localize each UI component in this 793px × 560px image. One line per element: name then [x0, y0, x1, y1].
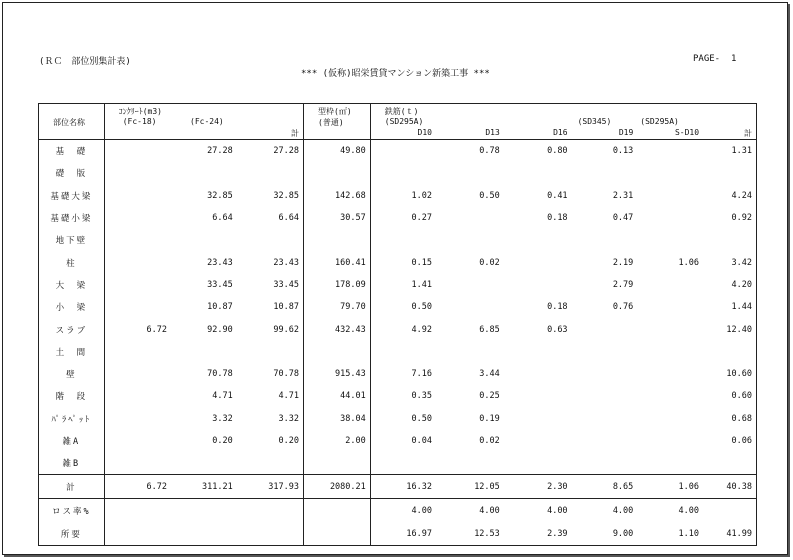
cell-d10: 1.41: [411, 279, 432, 290]
cell-part-name: 土 間: [39, 341, 105, 363]
cell-rebar-total: [703, 452, 756, 475]
cell-sd10: [637, 363, 703, 385]
cell-d19: [572, 229, 638, 251]
cell-formwork: [304, 452, 371, 475]
cell-part-name: 壁: [39, 363, 105, 385]
cell-d16: [504, 251, 572, 273]
cell-sd10: [637, 140, 703, 163]
rebar-label: 鉄筋(ｔ): [384, 107, 419, 116]
cell-part-name: 基礎大梁: [39, 185, 105, 207]
cell-concrete-total: 0.20: [237, 430, 304, 452]
cell-d16: [504, 408, 572, 430]
cell-concrete-total: 27.28: [237, 140, 304, 163]
cell-d13: 6.85: [479, 324, 500, 335]
cell-fc24: [171, 452, 237, 475]
page-label: PAGE-: [693, 54, 721, 64]
cell-d10: [370, 140, 436, 163]
cell-formwork: [304, 341, 371, 363]
cell-d10: [370, 162, 436, 184]
cell-d10: 0.50: [411, 302, 432, 313]
required-row: [39, 522, 757, 546]
cell-sd10: [637, 185, 703, 207]
cell-d10: 0.15: [411, 257, 432, 268]
cell-concrete-total: [237, 162, 304, 184]
table-header-row: [39, 104, 757, 140]
table-row: [39, 385, 757, 407]
cell-d13: 0.19: [479, 413, 500, 424]
cell-sd10: [637, 274, 703, 296]
cell-fc24: [171, 522, 237, 546]
cell-formwork: 432.43: [304, 318, 371, 340]
cell-d19: [572, 341, 638, 363]
cell-concrete-total: 70.78: [237, 363, 304, 385]
cell-d19: 0.13: [612, 146, 634, 157]
formwork-type-label: (普通): [318, 118, 344, 127]
cell-formwork: 2080.21: [304, 475, 371, 499]
d19-label: D19: [618, 128, 634, 137]
sd345-label: (SD345): [577, 117, 612, 126]
cell-d16: 0.18: [547, 302, 568, 313]
cell-sd10: 1.06: [678, 257, 700, 268]
cell-sd10: [637, 296, 703, 318]
concrete-total-label: 計: [291, 129, 299, 138]
cell-d13: 4.00: [479, 505, 500, 516]
table-row: [39, 296, 757, 318]
cell-d19: 2.19: [612, 257, 634, 268]
cell-d10: [370, 452, 436, 475]
d13-label: D13: [485, 128, 500, 137]
cell-d13: 0.78: [479, 146, 500, 157]
cell-d19: 8.65: [612, 481, 634, 492]
cell-sd10: [637, 162, 703, 184]
cell-rebar-total: 4.20: [703, 274, 756, 296]
cell-d10: 1.02: [411, 190, 432, 201]
cell-part-name: 雑A: [39, 430, 105, 452]
cell-formwork: 915.43: [304, 363, 371, 385]
cell-fc18: [104, 385, 171, 407]
cell-sd10: 1.06: [678, 481, 700, 492]
cell-d16: 4.00: [547, 505, 568, 516]
cell-d13: 0.50: [479, 190, 500, 201]
cell-d10: 16.32: [406, 481, 432, 492]
cell-fc24: 10.87: [207, 302, 233, 313]
cell-fc18: [104, 363, 171, 385]
header-sd10: [637, 104, 703, 140]
cell-fc24: 92.90: [207, 324, 233, 335]
cell-fc18: [104, 296, 171, 318]
cell-part-name: 小 梁: [39, 296, 105, 318]
cell-formwork: [304, 229, 371, 251]
cell-d19: 0.47: [612, 213, 634, 224]
cell-concrete-total: 23.43: [237, 251, 304, 273]
cell-d19: 4.00: [612, 505, 634, 516]
cell-d16: 2.39: [547, 528, 568, 539]
cell-d13: 0.25: [479, 391, 500, 402]
cell-sd10: [637, 229, 703, 251]
cell-d10: [370, 341, 436, 363]
cell-fc24: 70.78: [207, 369, 233, 380]
cell-part-name: 階 段: [39, 385, 105, 407]
cell-d13: [436, 452, 504, 475]
cell-rebar-total: [703, 499, 756, 523]
cell-part-name: 計: [39, 475, 105, 499]
table-row: [39, 251, 757, 273]
cell-rebar-total: 1.44: [703, 296, 756, 318]
cell-concrete-total: 99.62: [237, 318, 304, 340]
sd10-label: S-D10: [674, 128, 700, 137]
cell-formwork: 44.01: [304, 385, 371, 407]
cell-d13: 12.05: [474, 481, 500, 492]
cell-concrete-total: [237, 499, 304, 523]
cell-rebar-total: 12.40: [703, 318, 756, 340]
cell-sd10: [637, 341, 703, 363]
cell-fc24: 32.85: [207, 190, 233, 201]
cell-formwork: 160.41: [304, 251, 371, 273]
header-concrete: [104, 104, 171, 140]
cell-fc24: 6.64: [212, 213, 233, 224]
cell-rebar-total: [703, 162, 756, 184]
cell-part-name: 礎 版: [39, 162, 105, 184]
cell-formwork: 142.68: [304, 185, 371, 207]
cell-concrete-total: [237, 341, 304, 363]
cell-d10: 7.16: [411, 369, 432, 380]
cell-sd10: 1.10: [678, 528, 700, 539]
cell-fc24: 33.45: [207, 279, 233, 290]
header-rebar-total: [703, 104, 756, 140]
cell-fc18: [104, 522, 171, 546]
cell-d10: [370, 229, 436, 251]
cell-rebar-total: 4.24: [703, 185, 756, 207]
cell-d19: 9.00: [612, 528, 634, 539]
cell-sd10: [637, 207, 703, 229]
cell-fc24: [171, 341, 237, 363]
cell-fc18: [104, 430, 171, 452]
fc18-label: (Fc-18): [122, 117, 157, 126]
summary-table: [38, 103, 757, 546]
cell-d19: [572, 430, 638, 452]
cell-fc18: [104, 274, 171, 296]
formwork-label: 型枠(㎡): [318, 107, 352, 116]
cell-fc24: 23.43: [207, 257, 233, 268]
cell-d13: 0.02: [479, 436, 500, 446]
header-fc24: [171, 104, 237, 140]
cell-rebar-total: 0.68: [703, 408, 756, 430]
cell-d19: [572, 318, 638, 340]
cell-d13: [436, 274, 504, 296]
cell-formwork: [304, 522, 371, 546]
header-concrete-total: [237, 104, 304, 140]
cell-d13: [436, 162, 504, 184]
cell-d10: 4.92: [411, 324, 432, 335]
cell-d10: 4.00: [411, 505, 432, 516]
cell-d13: 12.53: [474, 528, 500, 539]
cell-concrete-total: 32.85: [237, 185, 304, 207]
cell-rebar-total: 41.99: [703, 522, 756, 546]
table-row: [39, 207, 757, 229]
header-d16: [504, 104, 572, 140]
cell-part-name: スラブ: [39, 318, 105, 340]
cell-fc18: [104, 251, 171, 273]
cell-fc24: [171, 229, 237, 251]
cell-fc18: [104, 341, 171, 363]
table-row: [39, 185, 757, 207]
cell-d16: 0.18: [547, 213, 568, 224]
cell-part-name: 大 梁: [39, 274, 105, 296]
cell-fc24: 27.28: [207, 146, 233, 157]
cell-d10: 0.27: [411, 213, 432, 224]
cell-rebar-total: 40.38: [703, 475, 756, 499]
cell-fc18: 6.72: [146, 324, 167, 335]
cell-fc18: [104, 229, 171, 251]
cell-d16: [504, 341, 572, 363]
cell-part-name: 基 礎: [39, 140, 105, 163]
cell-fc24: [171, 499, 237, 523]
concrete-label: ｺﾝｸﾘｰﾄ(m3): [118, 107, 162, 116]
table-row: [39, 430, 757, 452]
cell-d13: [436, 207, 504, 229]
header-d19: [572, 104, 638, 140]
cell-part-name: 柱: [39, 251, 105, 273]
cell-d13: 3.44: [479, 369, 500, 380]
cell-d10: 0.35: [411, 391, 432, 402]
cell-concrete-total: 6.64: [237, 207, 304, 229]
cell-rebar-total: 10.60: [703, 363, 756, 385]
cell-d16: 2.30: [547, 481, 568, 492]
cell-d10: 0.04: [411, 436, 432, 446]
header-d10: [370, 104, 436, 140]
cell-d13: 0.02: [479, 257, 500, 268]
cell-formwork: 178.09: [304, 274, 371, 296]
cell-rebar-total: 0.60: [703, 385, 756, 407]
report-subtitle: (ＲＣ 部位別集計表): [39, 57, 131, 67]
cell-part-name: 雑B: [39, 452, 105, 475]
cell-concrete-total: 4.71: [237, 385, 304, 407]
cell-d16: [504, 162, 572, 184]
cell-formwork: [304, 162, 371, 184]
sd295a-label: (SD295A): [384, 117, 424, 126]
rebar-total-label: 計: [744, 129, 752, 138]
cell-part-name: 地下壁: [39, 229, 105, 251]
cell-sd10: [637, 430, 703, 452]
cell-d19: [572, 408, 638, 430]
cell-sd10: [637, 408, 703, 430]
report-title: *** (仮称)昭栄賃貸マンション新築工事 ***: [301, 69, 490, 79]
cell-formwork: 30.57: [304, 207, 371, 229]
cell-rebar-total: [703, 341, 756, 363]
cell-sd10: 4.00: [678, 505, 700, 516]
cell-formwork: [304, 499, 371, 523]
cell-rebar-total: 0.06: [703, 430, 756, 452]
cell-fc18: [104, 499, 171, 523]
cell-fc24: 0.20: [212, 436, 233, 446]
header-d13: [436, 104, 504, 140]
cell-d19: [572, 452, 638, 475]
cell-part-name: ﾊﾟﾗﾍﾟｯﾄ: [39, 408, 105, 430]
cell-fc18: [104, 452, 171, 475]
cell-fc18: [104, 185, 171, 207]
cell-fc18: [104, 408, 171, 430]
part-name-label: 部位名称: [53, 118, 85, 127]
cell-d19: 2.31: [612, 190, 634, 201]
cell-d16: [504, 385, 572, 407]
loss-rate-row: [39, 499, 757, 523]
cell-fc24: 4.71: [212, 391, 233, 402]
cell-concrete-total: 10.87: [237, 296, 304, 318]
cell-fc18: [104, 207, 171, 229]
total-row: [39, 475, 757, 499]
cell-rebar-total: [703, 229, 756, 251]
table-row: [39, 363, 757, 385]
cell-formwork: 79.70: [304, 296, 371, 318]
cell-d13: [436, 296, 504, 318]
header-formwork: [304, 104, 371, 140]
cell-d19: [572, 385, 638, 407]
table-row: [39, 452, 757, 475]
cell-d16: 0.41: [547, 190, 568, 201]
table-row: [39, 140, 757, 163]
cell-rebar-total: 0.92: [703, 207, 756, 229]
cell-d16: 0.63: [547, 324, 568, 335]
cell-d16: [504, 452, 572, 475]
cell-part-name: ロス率%: [39, 499, 105, 523]
cell-d13: [436, 229, 504, 251]
cell-fc24: 311.21: [202, 481, 233, 492]
d10-label: D10: [417, 128, 432, 137]
cell-sd10: [637, 318, 703, 340]
cell-concrete-total: 3.32: [237, 408, 304, 430]
cell-d16: [504, 430, 572, 452]
cell-concrete-total: [237, 522, 304, 546]
cell-d16: [504, 274, 572, 296]
cell-fc24: [171, 162, 237, 184]
cell-concrete-total: [237, 229, 304, 251]
cell-concrete-total: [237, 452, 304, 475]
table-row: [39, 274, 757, 296]
sd295a-2-label: (SD295A): [640, 117, 679, 126]
cell-rebar-total: 3.42: [703, 251, 756, 273]
cell-part-name: 所要: [39, 522, 105, 546]
table-row: [39, 162, 757, 184]
table-row: [39, 341, 757, 363]
cell-sd10: [637, 385, 703, 407]
cell-d13: [436, 341, 504, 363]
cell-fc18: 6.72: [146, 481, 167, 492]
d16-label: D16: [553, 128, 568, 137]
cell-d10: 0.50: [411, 413, 432, 424]
cell-formwork: 38.04: [304, 408, 371, 430]
page-number: 1: [731, 54, 737, 64]
header-part-name: [39, 104, 105, 140]
table-row: [39, 318, 757, 340]
cell-d19: [572, 162, 638, 184]
cell-part-name: 基礎小梁: [39, 207, 105, 229]
cell-d19: 0.76: [612, 302, 634, 313]
cell-fc18: [104, 162, 171, 184]
fc24-label: (Fc-24): [190, 117, 224, 126]
cell-concrete-total: 317.93: [237, 475, 304, 499]
cell-d19: [572, 363, 638, 385]
cell-concrete-total: 33.45: [237, 274, 304, 296]
table-row: [39, 229, 757, 251]
cell-formwork: 49.80: [304, 140, 371, 163]
cell-fc24: 3.32: [212, 413, 233, 424]
cell-d16: 0.80: [547, 146, 568, 157]
cell-d10: 16.97: [406, 528, 432, 539]
cell-fc18: [104, 140, 171, 163]
table-row: [39, 408, 757, 430]
cell-rebar-total: 1.31: [703, 140, 756, 163]
cell-d19: 2.79: [612, 279, 634, 290]
cell-sd10: [637, 452, 703, 475]
cell-d16: [504, 363, 572, 385]
cell-d16: [504, 229, 572, 251]
cell-formwork: 2.00: [304, 430, 371, 452]
